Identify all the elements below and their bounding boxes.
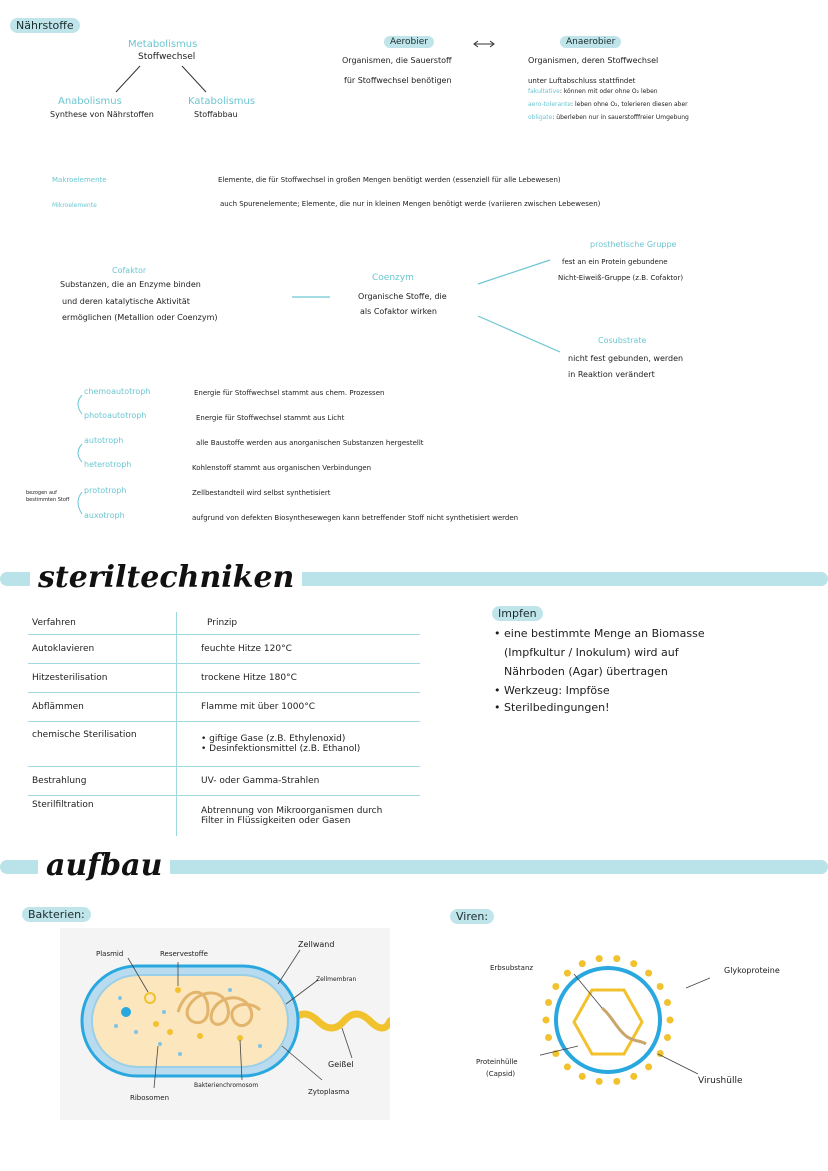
glykoprotein-dot [664, 1034, 671, 1041]
glykoprotein-dot [630, 960, 637, 967]
troph-label-3: heterotroph [84, 460, 132, 469]
prinzip-cell: trockene Hitze 180°C [177, 664, 421, 693]
prinzip-cell: feuchte Hitze 120°C [177, 635, 421, 664]
table-row [28, 767, 420, 796]
b-chromosom: Bakterienchromosom [194, 1082, 259, 1089]
metabolismus: Metabolismus [128, 39, 198, 50]
cofaktor-desc-3: ermöglichen (Metallion oder Coenzym) [62, 313, 218, 322]
aerotolerante-row [528, 101, 688, 108]
bakterien-label: Bakterien: [22, 907, 91, 922]
table-row [28, 722, 420, 767]
glykoprotein-dot [630, 1073, 637, 1080]
verfahren-cell: Sterilfiltration [28, 796, 177, 837]
b-geissel: Geißel [328, 1060, 354, 1069]
glykoprotein-dot [552, 983, 559, 990]
b-zellmembran: Zellmembran [316, 976, 357, 983]
glykoproteine-dots [543, 955, 674, 1085]
obligate-row [528, 114, 689, 121]
fakultative-label: fakultative [528, 88, 560, 95]
troph-text-2: alle Baustoffe werden aus anorganischen Substanzen hergestellt [196, 439, 424, 447]
mikro-label: Mikroelemente [52, 202, 97, 209]
anaerobier: Anaerobier [560, 36, 621, 48]
obligate-text: : überleben nur in sauerstofffreier Umgebung [552, 114, 689, 121]
glykoprotein-dot [543, 1017, 550, 1024]
viren-label: Viren: [450, 909, 494, 924]
virus-diagram [540, 950, 710, 1090]
prinzip-cell [177, 722, 421, 767]
troph-label-0: chemoautotroph [84, 387, 151, 396]
prinzip-cell: UV- oder Gamma-Strahlen [177, 767, 421, 796]
obligate-label: obligate [528, 114, 553, 121]
mikro-text: auch Spurenelemente; Elemente, die nur in kleinen Mengen benötigt werde (variieren zwischen Lebewesen) [220, 200, 601, 208]
coenzym: Coenzym [372, 273, 414, 283]
prinzip-line: • giftige Gase (z.B. Ethylenoxid) [201, 734, 346, 744]
glykoprotein-dot [564, 970, 571, 977]
fakultative-text: : können mit oder ohne O₂ leben [559, 88, 658, 95]
impfen-item-3: • Sterilbedingungen! [494, 701, 610, 714]
coenzym-desc-1: Organische Stoffe, die [358, 292, 447, 301]
cofaktor-desc-1: Substanzen, die an Enzyme binden [60, 280, 201, 289]
troph-label-5: auxotroph [84, 511, 125, 520]
troph-text-4: Zellbestandteil wird selbst synthetisiert [192, 489, 331, 497]
troph-label-2: autotroph [84, 436, 124, 445]
impfen-item-1: • eine bestimmte Menge an Biomasse [494, 627, 705, 640]
col-verfahren: Verfahren [28, 612, 177, 635]
glykoprotein-dot [596, 955, 603, 962]
makro-text: Elemente, die für Stoffwechsel in großen Mengen benötigt werden (essenziell für alle Lebewesen) [218, 176, 561, 184]
katabolismus-desc: Stoffabbau [194, 110, 238, 119]
anaerobier-desc-2: unter Luftabschluss stattfindet [528, 77, 636, 85]
aerobier: Aerobier [384, 36, 434, 48]
anabolismus: Anabolismus [58, 96, 122, 107]
table-row [28, 635, 420, 664]
troph-text-3: Kohlenstoff stammt aus organischen Verbindungen [192, 464, 372, 472]
impfen-1b: (Impfkultur / Inokulum) wird auf [504, 646, 679, 659]
table-row [28, 693, 420, 722]
prinzip-line: • Desinfektionsmittel (z.B. Ethanol) [201, 744, 361, 754]
troph-text-5: aufgrund von defekten Biosynthesewegen kann betreffender Stoff nicht synthetisiert werden [192, 514, 519, 522]
troph-text-1: Energie für Stoffwechsel stammt aus Licht [196, 414, 345, 422]
cosubstrate: Cosubstrate [598, 336, 647, 345]
anaerobier-desc-1: Organismen, deren Stoffwechsel [528, 56, 659, 65]
naehrstoffe-label: Nährstoffe [10, 18, 80, 33]
aerobier-desc-1: Organismen, die Sauerstoff [342, 56, 452, 65]
table-row [28, 664, 420, 693]
glykoprotein-dot [579, 960, 586, 967]
glykoprotein-dot [579, 1073, 586, 1080]
cofaktor: Cofaktor [112, 266, 147, 275]
col-prinzip: Prinzip [177, 612, 421, 635]
bezogen-note: bezogen auf bestimmten Stoff [26, 490, 70, 503]
katabolismus: Katabolismus [188, 96, 256, 107]
b-zytoplasma: Zytoplasma [308, 1088, 350, 1096]
glykoprotein-dot [564, 1063, 571, 1070]
glykoprotein-dot [545, 1034, 552, 1041]
glykoprotein-dot [545, 999, 552, 1006]
impfen-3: Sterilbedingungen! [504, 701, 610, 714]
aufbau-title: aufbau [38, 848, 170, 883]
glykoprotein-dot [613, 955, 620, 962]
fakultative-row [528, 88, 658, 95]
impfen-item-2: • Werkzeug: Impföse [494, 684, 610, 697]
prosthetisch-desc-2: Nicht-Eiweiß-Gruppe (z.B. Cofaktor) [558, 274, 684, 282]
verfahren-cell: chemische Sterilisation [28, 722, 177, 767]
prinzip-line: Abtrennung von Mikroorganismen durch [201, 806, 383, 816]
steriltechniken-table [28, 612, 420, 836]
b-ribosomen: Ribosomen [130, 1094, 170, 1102]
capsid-shape [574, 990, 642, 1054]
b-zellwand: Zellwand [298, 940, 335, 949]
aerotolerante-label: aero-tolerante [528, 101, 572, 108]
v-proteinhuelle-1: Proteinhülle [476, 1058, 518, 1066]
makro-label: Makroelemente [52, 176, 107, 184]
prinzip-cell: Flamme mit über 1000°C [177, 693, 421, 722]
table-header [28, 612, 420, 635]
prosthetisch-desc-1: fest an ein Protein gebundene [562, 258, 668, 266]
aerotolerante-text: : leben ohne O₂, tolerieren diesen aber [571, 101, 688, 108]
prinzip-cell [177, 796, 421, 837]
troph-label-4: prototroph [84, 486, 127, 495]
virushuelle-shape [556, 968, 660, 1072]
cosubstrate-desc-2: in Reaktion verändert [568, 370, 655, 379]
b-reservestoffe: Reservestoffe [160, 950, 208, 958]
v-glykoproteine: Glykoproteine [724, 966, 780, 975]
glykoprotein-dot [667, 1017, 674, 1024]
verfahren-cell: Hitzesterilisation [28, 664, 177, 693]
glykoprotein-dot [645, 970, 652, 977]
coenzym-desc-2: als Cofaktor wirken [360, 307, 437, 316]
v-virushuelle: Virushülle [698, 1076, 743, 1086]
stoffwechsel: Stoffwechsel [138, 52, 196, 62]
glykoprotein-dot [657, 983, 664, 990]
prosthetische-gruppe: prosthetische Gruppe [590, 240, 677, 249]
impfen-title: Impfen [492, 606, 543, 621]
cofaktor-desc-2: und deren katalytische Aktivität [62, 297, 190, 306]
glykoprotein-dot [613, 1078, 620, 1085]
ribosom-dot [121, 1007, 131, 1017]
v-proteinhuelle-2: (Capsid) [486, 1070, 516, 1078]
impfen-2: Werkzeug: Impföse [504, 684, 610, 697]
steriltechniken-title: steriltechniken [30, 560, 302, 595]
cosubstrate-desc-1: nicht fest gebunden, werden [568, 354, 684, 363]
glykoprotein-dot [645, 1063, 652, 1070]
impfen-1c: Nährboden (Agar) übertragen [504, 665, 668, 678]
verfahren-cell: Autoklavieren [28, 635, 177, 664]
troph-text-0: Energie für Stoffwechsel stammt aus chem. Prozessen [194, 389, 385, 397]
table-row [28, 796, 420, 837]
b-plasmid: Plasmid [96, 950, 124, 958]
glykoprotein-dot [596, 1078, 603, 1085]
troph-label-1: photoautotroph [84, 411, 147, 420]
impfen-1a: eine bestimmte Menge an Biomasse [504, 627, 705, 640]
prinzip-line: Filter in Flüssigkeiten oder Gasen [201, 816, 351, 826]
anabolismus-desc: Synthese von Nährstoffen [50, 110, 154, 119]
verfahren-cell: Bestrahlung [28, 767, 177, 796]
verfahren-cell: Abflämmen [28, 693, 177, 722]
v-erbsubstanz: Erbsubstanz [490, 964, 534, 972]
glykoprotein-dot [664, 999, 671, 1006]
aerobier-desc-2: für Stoffwechsel benötigen [344, 76, 452, 85]
impfen-list [494, 624, 705, 717]
